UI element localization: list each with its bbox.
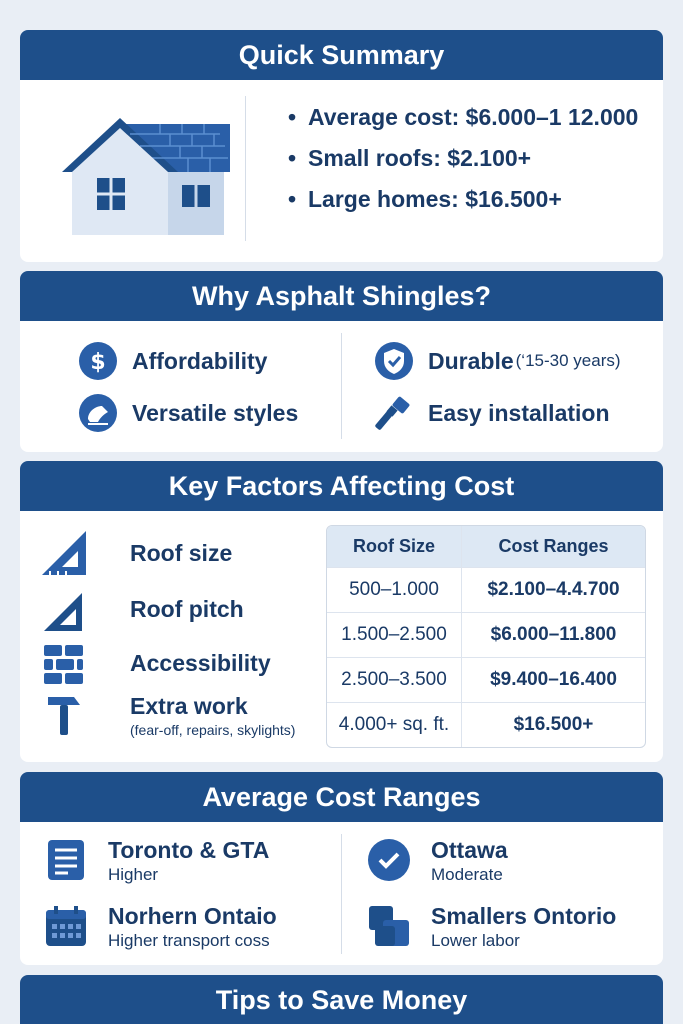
bricks-icon <box>40 639 88 687</box>
factor-roof-pitch <box>40 585 244 633</box>
region-desc: Higher transport coss <box>108 931 270 950</box>
factor-label: Extra work <box>130 692 248 719</box>
key-factors-card <box>20 461 663 762</box>
why-shingles-header: Why Asphalt Shingles? <box>20 271 663 321</box>
pitch-triangle-icon <box>40 585 88 633</box>
table-row <box>327 657 645 702</box>
tips-card <box>20 975 663 1024</box>
table-row <box>327 567 645 612</box>
region-northern-ontario <box>44 902 277 952</box>
region-desc: Moderate <box>431 865 503 884</box>
calendar-icon <box>44 904 88 948</box>
table-row <box>327 612 645 657</box>
hammer-icon <box>40 691 88 739</box>
region-smaller-ontario <box>367 902 616 952</box>
table-cell: $6.000–11.800 <box>490 624 617 645</box>
factor-roof-size <box>40 529 232 577</box>
bullet-small-roofs: • Small roofs: $2.100+ <box>288 143 648 173</box>
divider <box>245 96 246 241</box>
factor-label: Roof pitch <box>130 595 244 622</box>
stacked-squares-icon <box>367 904 411 948</box>
region-desc: Higher <box>108 865 159 884</box>
summary-bullets <box>288 102 648 225</box>
quick-summary-header: Quick Summary <box>20 30 663 80</box>
region-name: Norhern Ontaio <box>108 903 277 929</box>
table-header-cell: Roof Size <box>327 526 462 567</box>
table-row <box>327 702 645 747</box>
factor-label: Accessibility <box>130 649 271 676</box>
feature-label: Affordability <box>132 347 268 374</box>
shield-check-icon <box>374 341 414 381</box>
feature-easy-installation <box>374 393 610 433</box>
average-cost-header: Average Cost Ranges <box>20 772 663 822</box>
factor-extra-work <box>40 691 295 739</box>
factor-accessibility <box>40 639 271 687</box>
ruler-triangle-icon <box>40 529 88 577</box>
document-icon <box>44 838 88 882</box>
key-factors-header: Key Factors Affecting Cost <box>20 461 663 511</box>
table-header-cell: Cost Ranges <box>498 536 609 556</box>
region-toronto <box>44 836 269 886</box>
feature-durable <box>374 341 621 381</box>
table-header-row <box>327 526 645 567</box>
bullet-average-cost: • Average cost: $6.000–1 12.000 <box>288 102 648 132</box>
dollar-icon <box>78 341 118 381</box>
divider <box>341 333 342 439</box>
factor-note: (fear-off, repairs, skylights) <box>130 721 296 738</box>
region-name: Toronto & GTA <box>108 837 270 863</box>
feature-label: Durable <box>428 347 514 374</box>
region-ottawa <box>367 836 508 886</box>
why-shingles-card <box>20 271 663 452</box>
feature-affordability <box>78 341 267 381</box>
region-name: Ottawa <box>431 837 508 863</box>
bullet-large-homes: • Large homes: $16.500+ <box>288 184 648 214</box>
table-cell: 2.500–3.500 <box>327 658 462 702</box>
feature-label: Versatile styles <box>132 399 299 426</box>
divider <box>341 834 342 954</box>
region-desc: Lower labor <box>431 931 520 950</box>
feature-label: Easy installation <box>428 399 610 426</box>
table-cell: 4.000+ sq. ft. <box>327 703 462 747</box>
table-cell: $2.100–4.4.700 <box>487 579 620 600</box>
quick-summary-card <box>20 30 663 262</box>
house-icon <box>60 110 230 235</box>
tips-header: Tips to Save Money <box>20 975 663 1024</box>
cost-table <box>326 525 646 748</box>
shingle-style-icon <box>78 393 118 433</box>
feature-note: (‘15-30 years) <box>515 351 621 370</box>
table-cell: 1.500–2.500 <box>327 613 462 657</box>
table-cell: 500–1.000 <box>327 568 462 612</box>
region-name: Smallers Ontorio <box>431 903 617 929</box>
table-cell: $9.400–16.400 <box>490 669 617 690</box>
hammer-icon <box>374 393 414 433</box>
average-cost-card <box>20 772 663 965</box>
feature-versatile-styles <box>78 393 298 433</box>
table-cell: $16.500+ <box>513 714 594 735</box>
factor-label: Roof size <box>130 539 233 566</box>
svg-text:$: $ <box>90 350 106 375</box>
check-circle-icon <box>367 838 411 882</box>
